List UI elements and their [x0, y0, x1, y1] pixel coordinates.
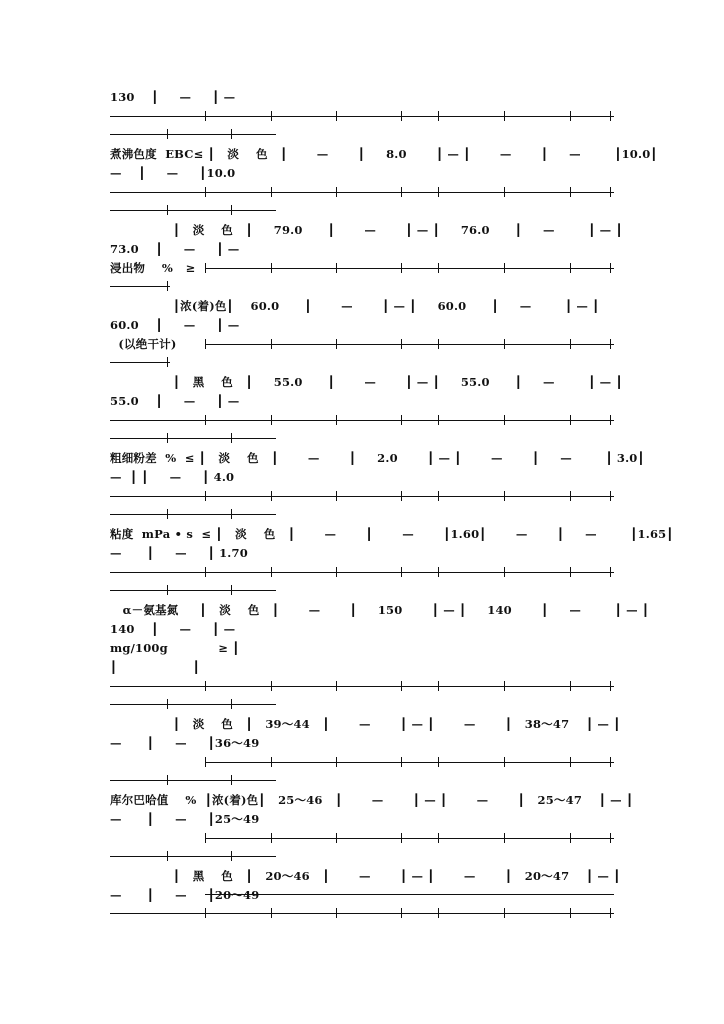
column-tick	[610, 339, 611, 349]
column-tick	[205, 567, 206, 577]
column-tick	[438, 757, 439, 767]
column-tick	[167, 357, 168, 367]
column-tick	[271, 415, 272, 425]
text-line: ┃ ┃	[110, 660, 200, 674]
table-rule	[205, 344, 614, 345]
short-rule	[110, 780, 276, 781]
column-tick	[167, 851, 168, 861]
column-tick	[401, 757, 402, 767]
column-tick	[167, 509, 168, 519]
column-tick	[401, 415, 402, 425]
column-tick	[336, 339, 337, 349]
column-tick	[438, 908, 439, 918]
column-tick	[438, 567, 439, 577]
text-line: ┃浓(着)色┃ 60.0 ┃ — ┃ — ┃ 60.0 ┃ — ┃ — ┃	[110, 299, 600, 313]
column-tick	[271, 757, 272, 767]
column-tick	[167, 129, 168, 139]
column-tick	[271, 187, 272, 197]
text-line: 粗细粉差 % ≤ ┃ 淡 色 ┃ — ┃ 2.0 ┃ — ┃ — ┃ — ┃ 3.0┃	[110, 451, 645, 465]
short-rule	[110, 856, 276, 857]
column-tick	[401, 833, 402, 843]
column-tick	[504, 908, 505, 918]
column-tick	[271, 681, 272, 691]
column-tick	[231, 585, 232, 595]
column-tick	[610, 415, 611, 425]
text-line: ┃ 淡 色 ┃ 39～44 ┃ — ┃ — ┃ — ┃ 38～47 ┃ — ┃	[110, 717, 621, 731]
column-tick	[610, 833, 611, 843]
column-tick	[610, 567, 611, 577]
table-rule	[110, 192, 614, 193]
column-tick	[336, 908, 337, 918]
column-tick	[205, 833, 206, 843]
table-rule	[110, 686, 614, 687]
column-tick	[401, 187, 402, 197]
column-tick	[570, 681, 571, 691]
table-rule	[110, 496, 614, 497]
column-tick	[570, 339, 571, 349]
column-tick	[438, 491, 439, 501]
column-tick	[610, 187, 611, 197]
column-tick	[167, 433, 168, 443]
column-tick	[336, 263, 337, 273]
column-tick	[401, 263, 402, 273]
column-tick	[401, 681, 402, 691]
column-tick	[205, 415, 206, 425]
short-rule	[205, 894, 614, 895]
column-tick	[271, 833, 272, 843]
column-tick	[570, 415, 571, 425]
column-tick	[336, 567, 337, 577]
table-rule	[205, 762, 614, 763]
column-tick	[205, 339, 206, 349]
column-tick	[231, 851, 232, 861]
short-rule	[110, 704, 276, 705]
column-tick	[271, 491, 272, 501]
column-tick	[610, 908, 611, 918]
column-tick	[205, 908, 206, 918]
table-rule	[110, 420, 614, 421]
column-tick	[231, 205, 232, 215]
text-line: (以绝干计)	[110, 337, 177, 351]
column-tick	[271, 908, 272, 918]
column-tick	[610, 263, 611, 273]
column-tick	[336, 111, 337, 121]
column-tick	[438, 187, 439, 197]
text-line: — ┃ — ┃36～49	[110, 736, 260, 750]
column-tick	[504, 339, 505, 349]
column-tick	[205, 111, 206, 121]
text-line: — ┃ — ┃20～49	[110, 888, 260, 902]
column-tick	[205, 263, 206, 273]
text-line: 浸出物 % ≥	[110, 261, 196, 275]
short-rule	[110, 590, 276, 591]
column-tick	[167, 281, 168, 291]
short-rule	[110, 134, 276, 135]
column-tick	[271, 111, 272, 121]
text-line: 粘度 mPa • s ≤ ┃ 淡 色 ┃ — ┃ — ┃1.60┃ — ┃ — ┃1.65┃	[110, 527, 674, 541]
text-line: 55.0 ┃ — ┃ —	[110, 394, 240, 408]
column-tick	[570, 263, 571, 273]
column-tick	[438, 833, 439, 843]
table-rule	[110, 913, 614, 914]
column-tick	[504, 567, 505, 577]
column-tick	[231, 775, 232, 785]
text-line: — ┃ — ┃ 1.70	[110, 546, 248, 560]
column-tick	[570, 757, 571, 767]
text-line: 库尔巴哈值 % ┃浓(着)色┃ 25～46 ┃ — ┃ — ┃ — ┃ 25～47 ┃ — ┃	[110, 793, 634, 807]
column-tick	[504, 111, 505, 121]
column-tick	[271, 339, 272, 349]
column-tick	[205, 491, 206, 501]
text-line: — ┃ ┃ — ┃ 4.0	[110, 470, 235, 484]
column-tick	[610, 757, 611, 767]
column-tick	[570, 491, 571, 501]
column-tick	[610, 681, 611, 691]
text-line: 140 ┃ — ┃ —	[110, 622, 236, 636]
column-tick	[336, 757, 337, 767]
column-tick	[205, 757, 206, 767]
column-tick	[438, 415, 439, 425]
column-tick	[504, 415, 505, 425]
column-tick	[504, 187, 505, 197]
column-tick	[504, 757, 505, 767]
column-tick	[336, 491, 337, 501]
table-rule	[110, 572, 614, 573]
text-line: ┃ 黑 色 ┃ 20～46 ┃ — ┃ — ┃ — ┃ 20～47 ┃ — ┃	[110, 869, 621, 883]
column-tick	[438, 263, 439, 273]
column-tick	[167, 205, 168, 215]
column-tick	[438, 681, 439, 691]
short-rule	[110, 210, 276, 211]
text-line: ┃ 淡 色 ┃ 79.0 ┃ — ┃ — ┃ 76.0 ┃ — ┃ — ┃	[110, 223, 623, 237]
column-tick	[570, 187, 571, 197]
text-line: — ┃ — ┃25～49	[110, 812, 260, 826]
text-line: 130 ┃ — ┃ —	[110, 90, 236, 104]
short-rule	[110, 362, 170, 363]
column-tick	[570, 111, 571, 121]
table-rule	[110, 116, 614, 117]
short-rule	[110, 438, 276, 439]
column-tick	[504, 833, 505, 843]
text-line: — ┃ — ┃10.0	[110, 166, 236, 180]
column-tick	[401, 567, 402, 577]
column-tick	[401, 908, 402, 918]
column-tick	[570, 908, 571, 918]
column-tick	[167, 699, 168, 709]
text-line: 煮沸色度 EBC≤ ┃ 淡 色 ┃ — ┃ 8.0 ┃ — ┃ — ┃ — ┃10.0┃	[110, 147, 658, 161]
column-tick	[401, 111, 402, 121]
column-tick	[438, 339, 439, 349]
column-tick	[610, 111, 611, 121]
text-line: ┃ 黑 色 ┃ 55.0 ┃ — ┃ — ┃ 55.0 ┃ — ┃ — ┃	[110, 375, 623, 389]
column-tick	[231, 129, 232, 139]
column-tick	[231, 699, 232, 709]
column-tick	[336, 833, 337, 843]
table-rule	[205, 268, 614, 269]
column-tick	[271, 567, 272, 577]
column-tick	[231, 433, 232, 443]
column-tick	[401, 339, 402, 349]
column-tick	[205, 187, 206, 197]
column-tick	[504, 681, 505, 691]
short-rule	[110, 514, 276, 515]
column-tick	[504, 491, 505, 501]
column-tick	[167, 585, 168, 595]
column-tick	[336, 187, 337, 197]
table-rule	[205, 838, 614, 839]
column-tick	[610, 491, 611, 501]
text-line: 73.0 ┃ — ┃ —	[110, 242, 240, 256]
short-rule	[110, 286, 170, 287]
column-tick	[438, 111, 439, 121]
column-tick	[504, 263, 505, 273]
column-tick	[570, 833, 571, 843]
text-line: α－氨基氮 ┃ 淡 色 ┃ — ┃ 150 ┃ — ┃ 140 ┃ — ┃ — ┃	[110, 603, 650, 617]
column-tick	[167, 775, 168, 785]
column-tick	[205, 681, 206, 691]
column-tick	[570, 567, 571, 577]
column-tick	[271, 263, 272, 273]
column-tick	[231, 509, 232, 519]
text-line: mg/100g ≥ ┃	[110, 641, 240, 655]
text-line: 60.0 ┃ — ┃ —	[110, 318, 240, 332]
column-tick	[336, 415, 337, 425]
column-tick	[336, 681, 337, 691]
column-tick	[401, 491, 402, 501]
